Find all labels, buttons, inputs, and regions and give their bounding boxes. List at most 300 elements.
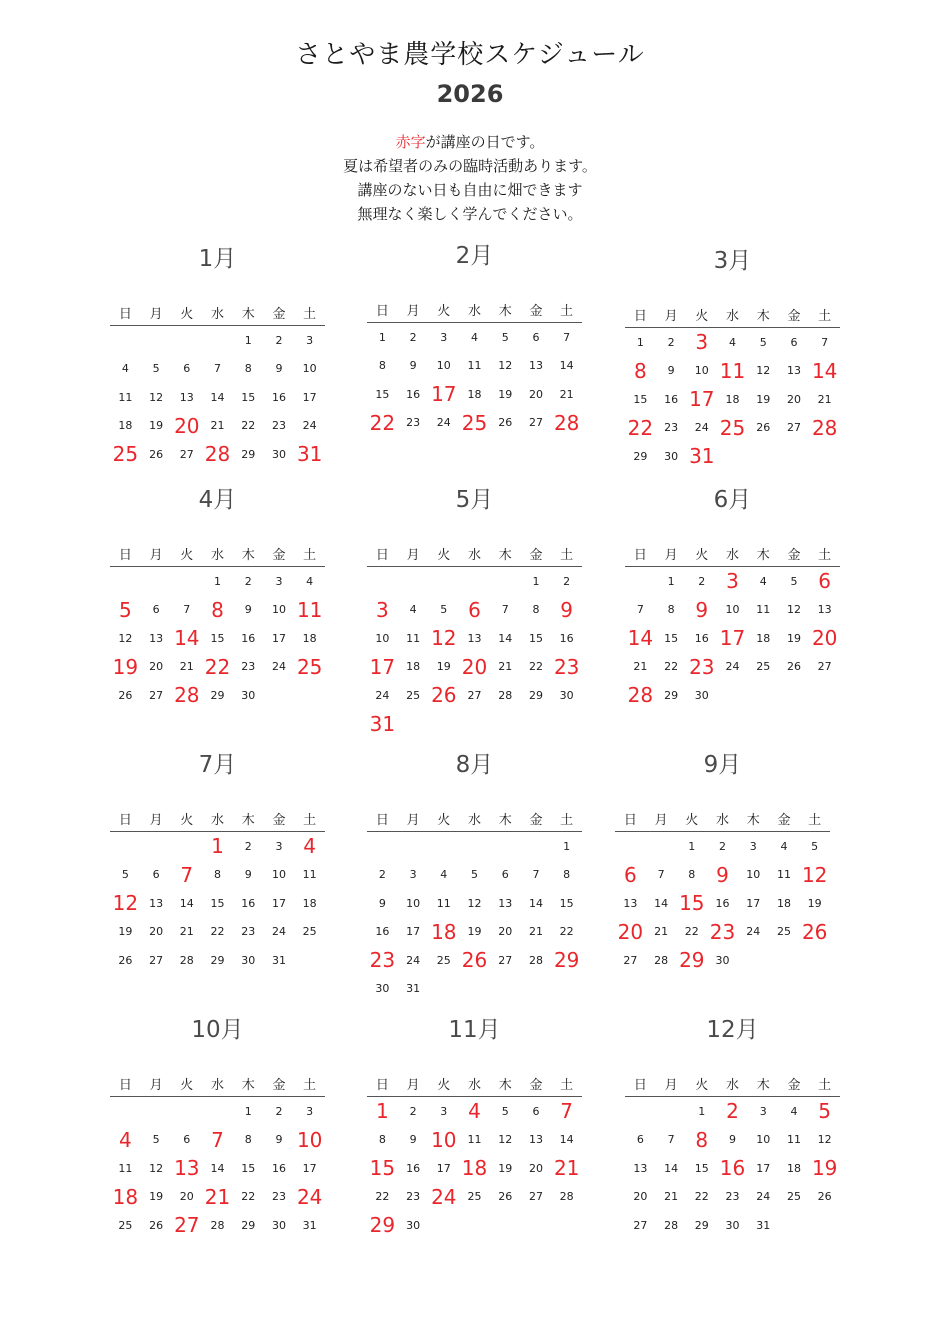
day: 8 — [378, 1133, 386, 1147]
day: 29 — [694, 1218, 709, 1232]
month-title: 8月 — [455, 752, 494, 778]
day: 14 — [559, 359, 574, 373]
weekday-label: 土 — [560, 547, 574, 563]
month-title: 9月 — [703, 752, 742, 778]
lecture-day: 28 — [811, 415, 838, 440]
day: 4 — [121, 362, 129, 376]
week-row — [367, 710, 582, 739]
day: 1 — [636, 335, 644, 349]
day: 26 — [118, 688, 133, 702]
day: 21 — [654, 925, 669, 939]
day: 16 — [271, 390, 286, 404]
weekday-label: 木 — [746, 812, 760, 828]
day: 14 — [179, 896, 194, 910]
day: 9 — [378, 896, 386, 910]
week-row — [110, 1126, 325, 1155]
lecture-day: 21 — [553, 1156, 580, 1181]
day: 29 — [210, 688, 225, 702]
note-line-4: 無理なく楽しく学んでください。 — [357, 205, 583, 223]
day: 6 — [183, 1133, 191, 1147]
day: 31 — [406, 982, 421, 996]
day: 17 — [271, 631, 286, 645]
month-calendar — [625, 243, 840, 471]
lecture-day: 25 — [112, 442, 139, 467]
day: 12 — [149, 390, 164, 404]
day: 14 — [498, 631, 513, 645]
day: 25 — [786, 1190, 801, 1204]
month-title: 10月 — [191, 1017, 244, 1043]
day: 27 — [528, 1190, 543, 1204]
weekday-label: 金 — [777, 812, 791, 828]
day: 19 — [118, 925, 133, 939]
weekday-label: 土 — [818, 547, 832, 563]
lecture-day: 14 — [811, 358, 838, 383]
day: 30 — [241, 688, 256, 702]
day: 18 — [776, 896, 791, 910]
weekday-header — [367, 1070, 582, 1097]
note-line-1-rest: が講座の日です。 — [425, 133, 545, 151]
weekday-label: 水 — [716, 812, 730, 828]
day: 25 — [467, 1190, 482, 1204]
lecture-day: 13 — [174, 1156, 200, 1181]
lecture-day: 11 — [719, 358, 746, 383]
weekday-label: 木 — [241, 1077, 255, 1093]
day: 2 — [698, 574, 706, 588]
day: 29 — [664, 688, 679, 702]
lecture-day: 29 — [369, 1213, 396, 1238]
week-row — [367, 1183, 582, 1212]
day: 2 — [409, 1104, 417, 1118]
day: 7 — [214, 362, 222, 376]
day: 1 — [698, 1104, 706, 1118]
week-row — [110, 624, 325, 653]
weekday-label: 日 — [375, 812, 389, 828]
weekday-header — [367, 540, 582, 567]
weekday-label: 月 — [149, 812, 163, 828]
day: 30 — [241, 953, 256, 967]
day: 23 — [271, 419, 286, 433]
day: 14 — [528, 896, 543, 910]
day: 9 — [409, 1133, 417, 1147]
weekday-label: 月 — [149, 1077, 163, 1093]
lecture-day: 31 — [689, 444, 715, 469]
day: 2 — [378, 868, 386, 882]
day: 8 — [214, 868, 222, 882]
day: 21 — [817, 392, 832, 406]
day: 8 — [563, 868, 571, 882]
day: 7 — [636, 603, 644, 617]
day: 16 — [375, 925, 390, 939]
day: 21 — [559, 387, 574, 401]
lecture-day: 7 — [180, 862, 194, 887]
day: 16 — [271, 1161, 286, 1175]
day: 24 — [756, 1190, 771, 1204]
day: 26 — [149, 1218, 164, 1232]
weekday-label: 木 — [241, 547, 255, 563]
lecture-day: 21 — [204, 1184, 231, 1209]
week-row — [110, 889, 325, 918]
day: 15 — [241, 390, 256, 404]
day: 26 — [149, 447, 164, 461]
week-row — [110, 653, 325, 682]
weekday-header — [110, 540, 325, 567]
day: 22 — [375, 1190, 390, 1204]
day: 7 — [501, 603, 509, 617]
lecture-day: 10 — [431, 1127, 457, 1152]
lecture-day: 6 — [468, 597, 481, 622]
week-row — [367, 380, 582, 409]
week-row — [110, 1183, 325, 1212]
day: 29 — [241, 447, 256, 461]
day: 15 — [210, 631, 225, 645]
weekday-label: 日 — [375, 303, 389, 319]
day: 14 — [210, 1161, 225, 1175]
day: 9 — [244, 603, 252, 617]
day: 11 — [467, 1133, 482, 1147]
weekday-label: 土 — [303, 1077, 317, 1093]
day: 22 — [210, 925, 225, 939]
day: 20 — [149, 660, 164, 674]
week-row — [625, 385, 840, 414]
weekday-label: 火 — [685, 812, 699, 828]
weekday-label: 金 — [529, 547, 543, 563]
day: 4 — [759, 574, 767, 588]
lecture-day: 20 — [811, 626, 838, 651]
day: 23 — [725, 1190, 740, 1204]
day: 31 — [271, 953, 286, 967]
day: 19 — [436, 660, 451, 674]
weekday-label: 火 — [437, 303, 451, 319]
lecture-day: 3 — [726, 569, 739, 594]
day: 16 — [715, 896, 730, 910]
day: 30 — [406, 1218, 421, 1232]
weekday-label: 土 — [818, 1077, 832, 1093]
day: 13 — [467, 631, 482, 645]
weekday-label: 日 — [633, 308, 647, 324]
day: 3 — [275, 574, 283, 588]
day: 26 — [756, 421, 771, 435]
weekday-label: 火 — [180, 812, 194, 828]
lecture-day: 10 — [296, 1127, 323, 1152]
day: 12 — [498, 359, 513, 373]
lecture-day: 29 — [679, 948, 705, 973]
lecture-day: 24 — [431, 1184, 457, 1209]
day: 27 — [179, 447, 194, 461]
day: 5 — [471, 868, 479, 882]
calendar-grid — [110, 540, 325, 710]
day: 4 — [790, 1104, 798, 1118]
lecture-day: 14 — [627, 626, 654, 651]
week-row — [367, 1211, 582, 1240]
day: 21 — [664, 1190, 679, 1204]
day: 20 — [786, 392, 801, 406]
week-row — [615, 946, 830, 975]
day: 13 — [623, 896, 638, 910]
week-row — [367, 1097, 582, 1126]
weekday-label: 月 — [406, 303, 420, 319]
day: 5 — [501, 1104, 509, 1118]
week-row — [367, 409, 582, 438]
day: 24 — [436, 416, 451, 430]
year-heading: 2026 — [436, 80, 504, 108]
month-calendar — [367, 747, 582, 1003]
lecture-day: 4 — [118, 1127, 132, 1152]
day: 15 — [664, 631, 679, 645]
day: 1 — [244, 333, 252, 347]
lecture-day: 27 — [174, 1213, 200, 1238]
day: 7 — [532, 868, 540, 882]
lecture-day: 26 — [461, 948, 488, 973]
week-row — [367, 946, 582, 975]
lecture-day: 23 — [369, 948, 396, 973]
month-calendar — [625, 1012, 840, 1240]
day: 19 — [467, 925, 482, 939]
lecture-day: 22 — [204, 654, 231, 679]
day: 16 — [694, 631, 709, 645]
day: 4 — [306, 574, 314, 588]
day: 27 — [467, 688, 482, 702]
lecture-day: 4 — [468, 1099, 481, 1124]
month-title: 7月 — [198, 752, 237, 778]
lecture-day: 28 — [204, 442, 231, 467]
weekday-header — [367, 805, 582, 832]
day: 30 — [715, 953, 730, 967]
calendar-grid — [110, 1070, 325, 1240]
month-calendar — [625, 482, 840, 710]
day: 11 — [786, 1133, 801, 1147]
weekday-label: 日 — [633, 547, 647, 563]
lecture-day: 20 — [461, 654, 488, 679]
week-row — [110, 861, 325, 890]
day: 11 — [436, 896, 451, 910]
day: 3 — [409, 868, 417, 882]
day: 23 — [406, 416, 421, 430]
notes — [0, 130, 940, 226]
weekday-label: 日 — [375, 1077, 389, 1093]
week-row — [367, 624, 582, 653]
weekday-label: 金 — [529, 303, 543, 319]
lecture-day: 17 — [719, 626, 746, 651]
day: 26 — [786, 660, 801, 674]
day: 7 — [821, 335, 829, 349]
lecture-day: 5 — [118, 597, 132, 622]
day: 14 — [664, 1161, 679, 1175]
lecture-day: 28 — [627, 683, 654, 708]
lecture-day: 19 — [811, 1156, 838, 1181]
weekday-label: 水 — [468, 1077, 482, 1093]
lecture-day: 23 — [709, 919, 736, 944]
week-row — [625, 653, 840, 682]
weekday-label: 土 — [560, 1077, 574, 1093]
day: 9 — [275, 362, 283, 376]
weekday-label: 水 — [726, 547, 740, 563]
weekday-header — [625, 301, 840, 328]
day: 18 — [118, 419, 133, 433]
day: 3 — [749, 839, 757, 853]
day: 1 — [563, 839, 571, 853]
weekday-label: 水 — [211, 306, 225, 322]
day: 23 — [664, 421, 679, 435]
day: 17 — [436, 1161, 451, 1175]
day: 12 — [118, 631, 133, 645]
note-red-word: 赤字 — [395, 133, 426, 151]
day: 20 — [528, 387, 543, 401]
weekday-label: 水 — [726, 308, 740, 324]
lecture-day: 1 — [211, 834, 224, 859]
weekday-label: 月 — [664, 308, 678, 324]
day: 10 — [756, 1133, 771, 1147]
day: 29 — [528, 688, 543, 702]
day: 5 — [790, 574, 798, 588]
weekday-label: 月 — [406, 1077, 420, 1093]
week-row — [110, 681, 325, 710]
month-title: 2月 — [455, 243, 494, 269]
day: 27 — [498, 953, 513, 967]
lecture-day: 26 — [801, 919, 828, 944]
note-line-1 — [0, 130, 940, 154]
lecture-day: 5 — [818, 1099, 832, 1124]
lecture-day: 9 — [716, 862, 729, 887]
week-row — [110, 832, 325, 861]
day: 18 — [786, 1161, 801, 1175]
weekday-header — [625, 540, 840, 567]
day: 5 — [440, 603, 448, 617]
day: 9 — [409, 359, 417, 373]
weekday-label: 金 — [272, 812, 286, 828]
day: 24 — [271, 925, 286, 939]
day: 5 — [501, 330, 509, 344]
weekday-label: 月 — [149, 547, 163, 563]
calendar-grid — [367, 1070, 582, 1240]
lecture-day: 18 — [431, 919, 457, 944]
day: 7 — [563, 330, 571, 344]
day: 22 — [684, 925, 699, 939]
lecture-day: 9 — [560, 597, 574, 622]
lecture-day: 17 — [431, 382, 457, 407]
day: 7 — [667, 1133, 675, 1147]
day: 21 — [633, 660, 648, 674]
weekday-label: 火 — [437, 1077, 451, 1093]
weekday-label: 日 — [118, 812, 132, 828]
day: 3 — [440, 330, 448, 344]
day: 23 — [406, 1190, 421, 1204]
day: 2 — [275, 1104, 283, 1118]
day: 11 — [776, 868, 791, 882]
day: 24 — [375, 688, 390, 702]
calendar-grid — [367, 805, 582, 1003]
day: 27 — [149, 688, 164, 702]
week-row — [110, 918, 325, 947]
weekday-label: 火 — [695, 1077, 709, 1093]
week-row — [615, 889, 830, 918]
weekday-label: 火 — [695, 547, 709, 563]
weekday-label: 日 — [118, 306, 132, 322]
day: 28 — [179, 953, 194, 967]
month-calendar — [110, 1012, 325, 1240]
weekday-label: 水 — [211, 547, 225, 563]
day: 29 — [241, 1218, 256, 1232]
weekday-label: 水 — [726, 1077, 740, 1093]
week-row — [367, 681, 582, 710]
week-row — [625, 596, 840, 625]
weekday-label: 水 — [211, 1077, 225, 1093]
week-row — [615, 861, 830, 890]
calendar-grid — [110, 299, 325, 469]
lecture-day: 4 — [303, 834, 317, 859]
month-title: 3月 — [713, 248, 752, 274]
week-row — [367, 889, 582, 918]
day: 22 — [694, 1190, 709, 1204]
week-row — [625, 1211, 840, 1240]
day: 10 — [746, 868, 761, 882]
week-row — [110, 1154, 325, 1183]
day: 28 — [654, 953, 669, 967]
day: 18 — [302, 631, 317, 645]
lecture-day: 12 — [112, 891, 139, 916]
day: 30 — [664, 449, 679, 463]
lecture-day: 26 — [431, 683, 457, 708]
weekday-label: 木 — [498, 1077, 512, 1093]
day: 5 — [152, 362, 160, 376]
weekday-label: 月 — [406, 812, 420, 828]
weekday-label: 木 — [498, 812, 512, 828]
day: 17 — [756, 1161, 771, 1175]
day: 6 — [152, 868, 160, 882]
month-title: 12月 — [706, 1017, 759, 1043]
day: 10 — [271, 603, 286, 617]
weekday-label: 月 — [149, 306, 163, 322]
weekday-label: 金 — [787, 1077, 801, 1093]
day: 14 — [210, 390, 225, 404]
calendar-grid — [110, 805, 325, 975]
lecture-day: 8 — [633, 358, 647, 383]
day: 27 — [817, 660, 832, 674]
lecture-day: 17 — [689, 387, 715, 412]
week-row — [367, 567, 582, 596]
week-row — [367, 596, 582, 625]
day: 7 — [183, 603, 191, 617]
day: 19 — [149, 1190, 164, 1204]
day: 11 — [118, 1161, 133, 1175]
day: 23 — [271, 1190, 286, 1204]
day: 8 — [378, 359, 386, 373]
week-row — [110, 440, 325, 469]
lecture-day: 15 — [369, 1156, 396, 1181]
week-row — [367, 918, 582, 947]
weekday-label: 月 — [406, 547, 420, 563]
day: 20 — [498, 925, 513, 939]
day: 1 — [214, 574, 222, 588]
day: 8 — [667, 603, 675, 617]
day: 2 — [409, 330, 417, 344]
note-line-2: 夏は希望者のみの臨時活動あります。 — [343, 157, 597, 175]
lecture-day: 19 — [112, 654, 139, 679]
day: 18 — [467, 387, 482, 401]
day: 27 — [149, 953, 164, 967]
lecture-day: 20 — [174, 413, 200, 438]
weekday-label: 火 — [437, 547, 451, 563]
day: 15 — [559, 896, 574, 910]
calendar-grid — [625, 540, 840, 710]
day: 17 — [271, 896, 286, 910]
lecture-day: 8 — [695, 1127, 709, 1152]
day: 24 — [302, 419, 317, 433]
note-line-3: 講座のない日も自由に畑できます — [357, 181, 583, 199]
weekday-label: 金 — [529, 812, 543, 828]
lecture-day: 17 — [369, 654, 396, 679]
week-row — [615, 832, 830, 861]
day: 18 — [725, 392, 740, 406]
